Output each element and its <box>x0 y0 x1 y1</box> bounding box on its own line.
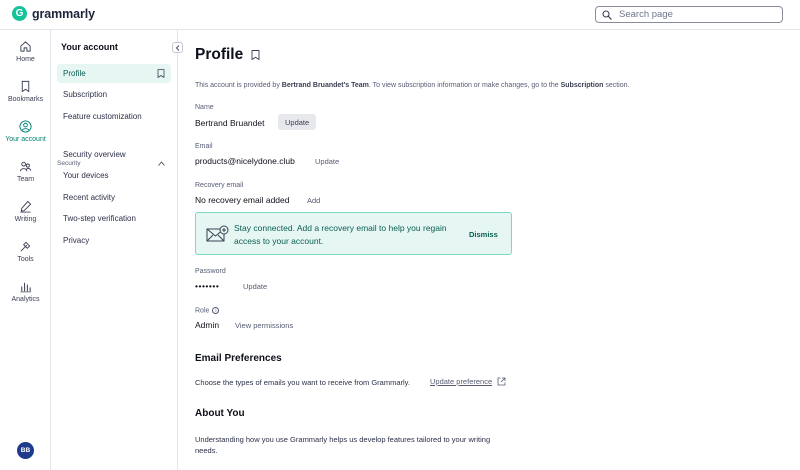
view-permissions-button[interactable]: View permissions <box>235 321 294 330</box>
sidebar-item-label: Subscription <box>63 90 108 99</box>
dismiss-button[interactable]: Dismiss <box>469 230 498 239</box>
rail-label: Home <box>16 56 35 63</box>
info-icon[interactable]: i <box>212 307 219 314</box>
top-bar <box>0 0 800 30</box>
sidebar-item-security-overview[interactable] <box>57 145 171 164</box>
rail-label: Team <box>16 176 35 183</box>
email-label: Email <box>195 143 213 150</box>
team-icon <box>19 160 32 173</box>
sidebar-item-label: Two-step verification <box>63 214 136 223</box>
sidebar-item-label: Profile <box>63 69 86 78</box>
pen-icon <box>19 200 32 213</box>
password-label: Password <box>195 268 226 275</box>
email-value: products@nicelydone.club <box>195 156 295 166</box>
name-label: Name <box>195 104 214 111</box>
sidebar-item-your-devices[interactable] <box>57 166 171 185</box>
rail-item-bookmarks[interactable] <box>0 80 51 103</box>
brand-name: grammarly <box>32 6 96 21</box>
section-label: Security <box>57 160 81 167</box>
grammarly-logo-icon: G <box>12 6 27 21</box>
bookmark-icon[interactable] <box>157 69 165 78</box>
email-preferences-text: Choose the types of emails you want to receive from Grammarly. <box>195 378 410 387</box>
notice-text: . To view subscription information or make changes, go to the <box>368 82 561 89</box>
notice-subscription-link[interactable]: Subscription <box>560 82 604 89</box>
sidebar-item-profile[interactable] <box>57 64 171 83</box>
account-notice <box>195 82 629 89</box>
envelope-icon <box>206 225 229 243</box>
role-label: Role <box>195 307 210 315</box>
sidebar-item-feature-customization[interactable] <box>57 107 171 126</box>
email-preferences-heading: Email Preferences <box>195 353 282 364</box>
rail-item-home[interactable] <box>0 40 51 63</box>
recovery-email-callout <box>195 212 512 255</box>
recovery-email-value: No recovery email added <box>195 195 290 205</box>
sidebar-title: Your account <box>61 42 118 52</box>
rail-label: Bookmarks <box>7 96 43 103</box>
sidebar-item-label: Security overview <box>63 150 126 159</box>
add-recovery-email-button[interactable]: Add <box>307 196 321 205</box>
sidebar-item-privacy[interactable] <box>57 231 171 250</box>
sidebar-item-label: Privacy <box>63 236 90 245</box>
update-preference-label: Update preference <box>430 377 493 386</box>
recovery-email-label: Recovery email <box>195 182 244 189</box>
rail-label: Analytics <box>11 296 40 303</box>
update-email-button[interactable]: Update <box>315 157 340 166</box>
sidebar-item-two-step-verification[interactable] <box>57 209 171 228</box>
rail-item-writing[interactable] <box>0 200 51 223</box>
left-rail <box>0 30 51 470</box>
sidebar-item-subscription[interactable] <box>57 85 171 104</box>
rail-label: Writing <box>14 216 37 223</box>
external-link-icon <box>497 377 506 386</box>
notice-team-name: Bertrand Bruandet's Team <box>281 82 369 89</box>
search-box[interactable] <box>595 6 783 23</box>
rail-item-your-account[interactable] <box>0 120 51 143</box>
page-title <box>195 46 260 64</box>
grammarly-logo[interactable] <box>12 6 95 21</box>
role-label-row <box>195 307 219 314</box>
about-you-heading: About You <box>195 408 245 419</box>
update-preference-link[interactable] <box>430 377 506 386</box>
sidebar-item-label: Your devices <box>63 171 109 180</box>
bookmark-icon <box>19 80 32 93</box>
notice-text: section. <box>603 82 630 89</box>
name-value: Bertrand Bruandet <box>195 118 265 128</box>
sidebar-item-label: Feature customization <box>63 112 142 121</box>
rail-item-tools[interactable] <box>0 240 51 263</box>
about-you-text: Understanding how you use Grammarly helps us develop features tailored to your writing needs. <box>195 435 491 455</box>
tools-icon <box>19 240 32 253</box>
role-value: Admin <box>195 320 220 330</box>
callout-message: Stay connected. Add a recovery email to help you regain access to your account. <box>234 223 447 246</box>
search-icon <box>602 10 612 20</box>
analytics-icon <box>19 280 32 293</box>
rail-item-team[interactable] <box>0 160 51 183</box>
page-title-text: Profile <box>195 46 244 63</box>
rail-label: Your account <box>5 136 46 143</box>
collapse-sidebar-button[interactable] <box>172 42 183 53</box>
update-password-button[interactable]: Update <box>243 282 268 291</box>
sidebar-item-label: Recent activity <box>63 193 116 202</box>
home-icon <box>19 40 32 53</box>
account-sidebar <box>51 30 178 470</box>
sidebar-item-recent-activity[interactable] <box>57 188 171 207</box>
password-value: ••••••• <box>195 281 220 291</box>
avatar[interactable]: BB <box>17 442 34 459</box>
rail-item-analytics[interactable] <box>0 280 51 303</box>
notice-text: This account is provided by <box>195 82 282 89</box>
search-input[interactable] <box>619 9 769 20</box>
chevron-left-icon <box>175 45 181 51</box>
rail-label: Tools <box>17 256 34 263</box>
update-name-button[interactable]: Update <box>278 114 316 130</box>
bookmark-icon[interactable] <box>251 50 260 60</box>
account-icon <box>19 120 32 133</box>
